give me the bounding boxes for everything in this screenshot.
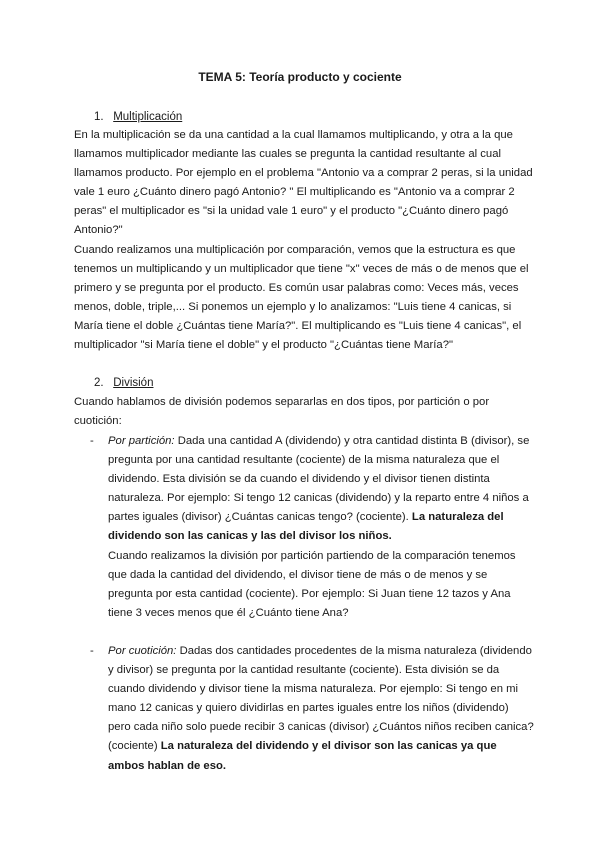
section-number: 1. [94, 111, 104, 123]
section-heading-multiplicacion [94, 108, 182, 126]
item-text: Dadas dos cantidades procedentes de la misma naturaleza (dividendo y divisor) se pregunta por la cantidad resultante (cociente). Esta división se da cuando dividendo y divisor tiene la misma naturaleza. Por ejemplo: Si tengo en mi mano 12 canicas y quiero dividirlas en partes iguales entre los niños (dividendo) pero cada niño solo puede recibir 3 canicas (divisor) ¿Cuántos niños reciben canica? (cociente) [108, 645, 534, 753]
paragraph-multiplicacion-1: En la multiplicación se da una cantidad a la cual llamamos multiplicando, y otra a la que llamamos multiplicador mediante las cuales se pregunta la cantidad resultante al cual llamamos producto. Por ejemplo en el problema "Antonio va a comprar 2 peras, si la unidad vale 1 euro ¿Cuánto dinero pagó Antonio? " El multiplicando es "Antonio va a comprar 2 peras" el multiplicador es "si la unidad vale 1 euro" y el producto "¿Cuánto dinero pagó Antonio?" [74, 129, 533, 237]
term-cuoticion: Por cuotición: [108, 645, 177, 657]
item-bold-text: La naturaleza del dividendo y el divisor son las canicas ya que ambos hablan de eso. [108, 740, 497, 772]
paragraph-multiplicacion-2: Cuando realizamos una multiplicación por comparación, vemos que la estructura es que tenemos un multiplicando y un multiplicador que tiene "x" veces de más o de menos que el primero y se pregunta por el producto. Es común usar palabras como: Veces más, veces menos, doble, triple,... Si ponemos un ejemplo y lo analizamos: "Luis tiene 4 canicas, si María tiene el doble ¿Cuántas tiene María?". El multiplicando es "Luis tiene 4 canicas", el multiplicador "si María tiene el doble" y el producto "¿Cuántas tiene María?" [74, 244, 529, 352]
bullet-dash: - [90, 435, 94, 447]
item-bold-text: La naturaleza del dividendo son las canicas y las del divisor los niños. [108, 511, 504, 543]
section-heading-division [94, 374, 153, 392]
list-item-cuoticion [74, 642, 534, 776]
section-title: División [113, 377, 154, 389]
term-particion: Por partición: [108, 435, 175, 447]
section-number: 2. [94, 377, 104, 389]
item-text: Dada una cantidad A (dividendo) y otra cantidad distinta B (divisor), se pregunta por una cantidad resultante (cociente) de la misma naturaleza que el dividendo. Esta división se da cuando el dividendo y el divisor tienen distinta naturaleza. Por ejemplo: Si tengo 12 canicas (dividendo) y la reparto entre 4 niños a partes iguales (divisor) ¿Cuántas canicas tengo? (cociente). [108, 435, 530, 524]
list-item-particion [74, 432, 534, 623]
paragraph-division-intro: Cuando hablamos de división podemos separarlas en dos tipos, por partición o por cuotición: [74, 396, 490, 428]
bullet-dash: - [90, 645, 94, 657]
section-title: Multiplicación [113, 111, 183, 123]
page-title: TEMA 5: Teoría producto y cociente [198, 70, 402, 84]
item-extra-paragraph: Cuando realizamos la división por partición partiendo de la comparación tenemos que dada la cantidad del dividendo, el divisor tiene de más o de menos y se pregunta por esta cantidad (cociente). Por ejemplo: Si Juan tiene 12 tazos y Ana tiene 3 veces menos que él ¿Cuánto tiene Ana? [108, 549, 516, 619]
